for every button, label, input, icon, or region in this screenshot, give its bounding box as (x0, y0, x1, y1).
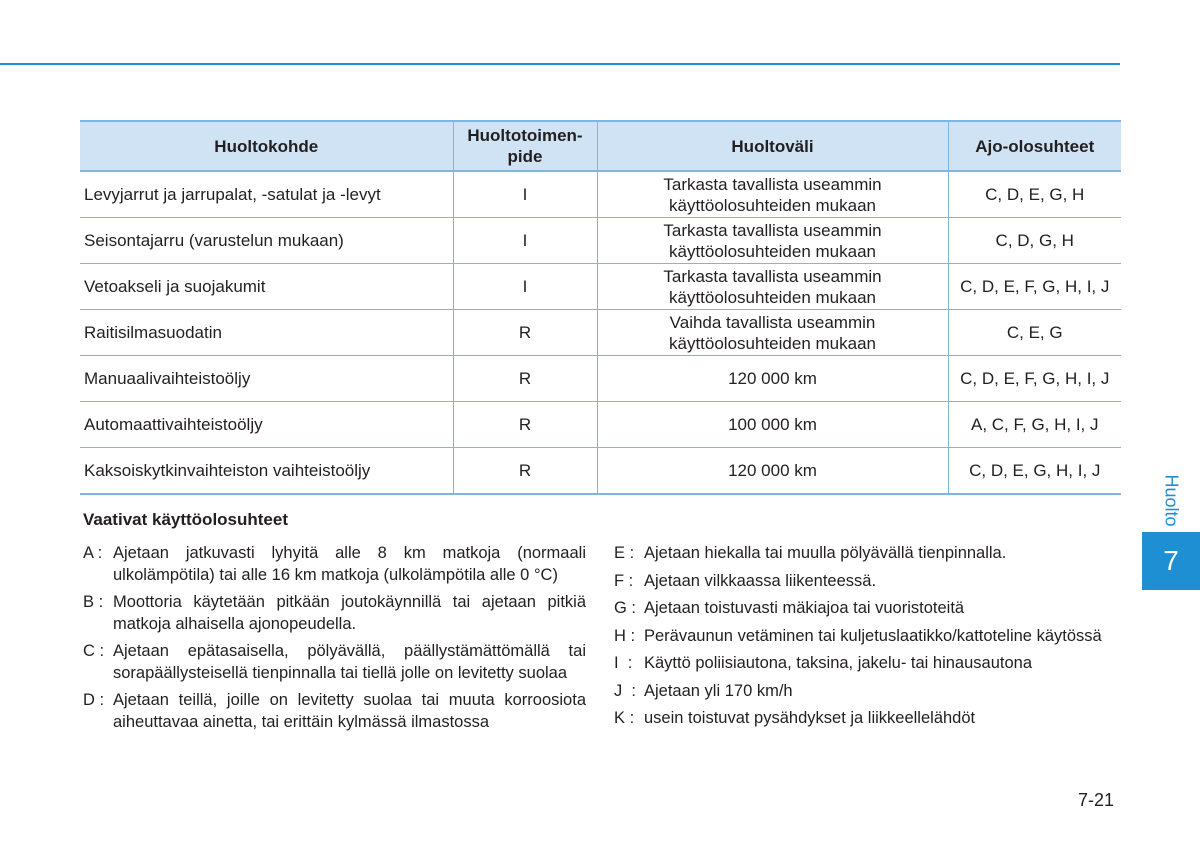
header-action-label: Huoltotoimen- pide (467, 126, 583, 166)
cell-action: I (453, 218, 597, 264)
condition-item (614, 708, 1120, 730)
section-tab-label (1142, 470, 1200, 530)
cell-conditions: C, D, E, G, H, I, J (948, 448, 1121, 495)
condition-text: Ajetaan jatkuvasti lyhyitä alle 8 km matkoja (normaali ulkolämpötila) tai alle 16 km matkoja (ulkolämpötila alle 0 °C) (113, 544, 586, 584)
table-row (80, 356, 1121, 402)
cell-item: Levyjarrut ja jarrupalat, -satulat ja -levyt (80, 171, 453, 218)
condition-text: usein toistuvat pysähdykset ja liikkeellelähdöt (644, 709, 976, 727)
condition-letter: J : (614, 681, 637, 700)
table-row (80, 310, 1121, 356)
conditions-left-column (83, 543, 586, 739)
cell-interval: Tarkasta tavallista useammin käyttöolosuhteiden mukaan (597, 171, 948, 218)
condition-letter: F : (614, 571, 634, 590)
cell-action: R (453, 356, 597, 402)
chapter-tab: 7 (1142, 532, 1200, 590)
condition-letter: H : (614, 626, 636, 645)
condition-letter: K : (614, 709, 635, 727)
cell-item: Seisontajarru (varustelun mukaan) (80, 218, 453, 264)
cell-item: Automaattivaihteistoöljy (80, 402, 453, 448)
cell-interval: Vaihda tavallista useammin käyttöolosuhteiden mukaan (597, 310, 948, 356)
cell-conditions: C, D, E, F, G, H, I, J (948, 264, 1121, 310)
cell-interval: Tarkasta tavallista useammin käyttöolosuhteiden mukaan (597, 218, 948, 264)
cell-item: Manuaalivaihteistoöljy (80, 356, 453, 402)
condition-letter: G : (614, 599, 637, 617)
cell-conditions: C, D, E, G, H (948, 171, 1121, 218)
header-action (453, 121, 597, 171)
table-row (80, 171, 1121, 218)
header-interval: Huoltoväli (597, 121, 948, 171)
cell-interval: 100 000 km (597, 402, 948, 448)
cell-action: I (453, 264, 597, 310)
cell-conditions: A, C, F, G, H, I, J (948, 402, 1121, 448)
table-row (80, 218, 1121, 264)
condition-item (614, 571, 1120, 593)
cell-action: R (453, 402, 597, 448)
table-row (80, 264, 1121, 310)
cell-conditions: C, E, G (948, 310, 1121, 356)
cell-item: Vetoakseli ja suojakumit (80, 264, 453, 310)
condition-letter: I : (614, 654, 633, 672)
section-tab-text: Huolto (1161, 473, 1182, 527)
condition-letter: A : (83, 544, 103, 562)
cell-interval: Tarkasta tavallista useammin käyttöolosuhteiden mukaan (597, 264, 948, 310)
cell-conditions: C, D, G, H (948, 218, 1121, 264)
header-conditions: Ajo-olosuhteet (948, 121, 1121, 171)
cell-action: R (453, 448, 597, 495)
condition-item (83, 592, 586, 635)
table-row (80, 402, 1121, 448)
condition-text: Käyttö poliisiautona, taksina, jakelu- tai hinausautona (644, 654, 1032, 672)
cell-item: Kaksoiskytkinvaihteiston vaihteistoöljy (80, 448, 453, 495)
condition-text: Ajetaan teillä, joille on levitetty suolaa tai muuta korroosiota aiheuttavaa ainetta, tai erittäin kylmässä ilmastossa (113, 691, 586, 731)
condition-item (83, 543, 586, 586)
conditions-right-column (614, 543, 1120, 736)
page-number: 7-21 (1078, 790, 1115, 810)
condition-text: Moottoria käytetään pitkään joutokäynnillä tai ajetaan pitkiä matkoja alhaisella ajonopeudella. (113, 593, 586, 633)
header-item: Huoltokohde (80, 121, 453, 171)
conditions-title: Vaativat käyttöolosuhteet (83, 510, 289, 529)
maintenance-table (80, 120, 1121, 495)
cell-action: R (453, 310, 597, 356)
condition-text: Ajetaan epätasaisella, pölyävällä, päällystämättömällä tai sorapäällysteisellä tienpinnalla tai tiellä jolle on levitetty suolaa (113, 642, 586, 682)
condition-item (614, 598, 1120, 620)
condition-text: Ajetaan vilkkaassa liikenteessä. (644, 571, 877, 590)
condition-item (614, 543, 1120, 565)
cell-item: Raitisilmasuodatin (80, 310, 453, 356)
condition-item (614, 626, 1120, 648)
top-rule (0, 63, 1120, 65)
condition-text: Ajetaan yli 170 km/h (644, 681, 793, 700)
condition-item (614, 653, 1120, 675)
condition-item (614, 681, 1120, 703)
cell-interval: 120 000 km (597, 356, 948, 402)
condition-letter: E : (614, 544, 635, 562)
condition-text: Ajetaan toistuvasti mäkiajoa tai vuoristoteitä (644, 599, 965, 617)
table-header-row (80, 121, 1121, 171)
condition-letter: C : (83, 642, 105, 660)
cell-conditions: C, D, E, F, G, H, I, J (948, 356, 1121, 402)
cell-interval: 120 000 km (597, 448, 948, 495)
condition-letter: B : (83, 593, 104, 611)
condition-text: Ajetaan hiekalla tai muulla pölyävällä tienpinnalla. (644, 544, 1007, 562)
condition-item (83, 641, 586, 684)
cell-action: I (453, 171, 597, 218)
table-row (80, 448, 1121, 495)
condition-letter: D : (83, 691, 105, 709)
condition-text: Perävaunun vetäminen tai kuljetuslaatikko/kattoteline käytössä (644, 626, 1102, 645)
condition-item (83, 690, 586, 733)
